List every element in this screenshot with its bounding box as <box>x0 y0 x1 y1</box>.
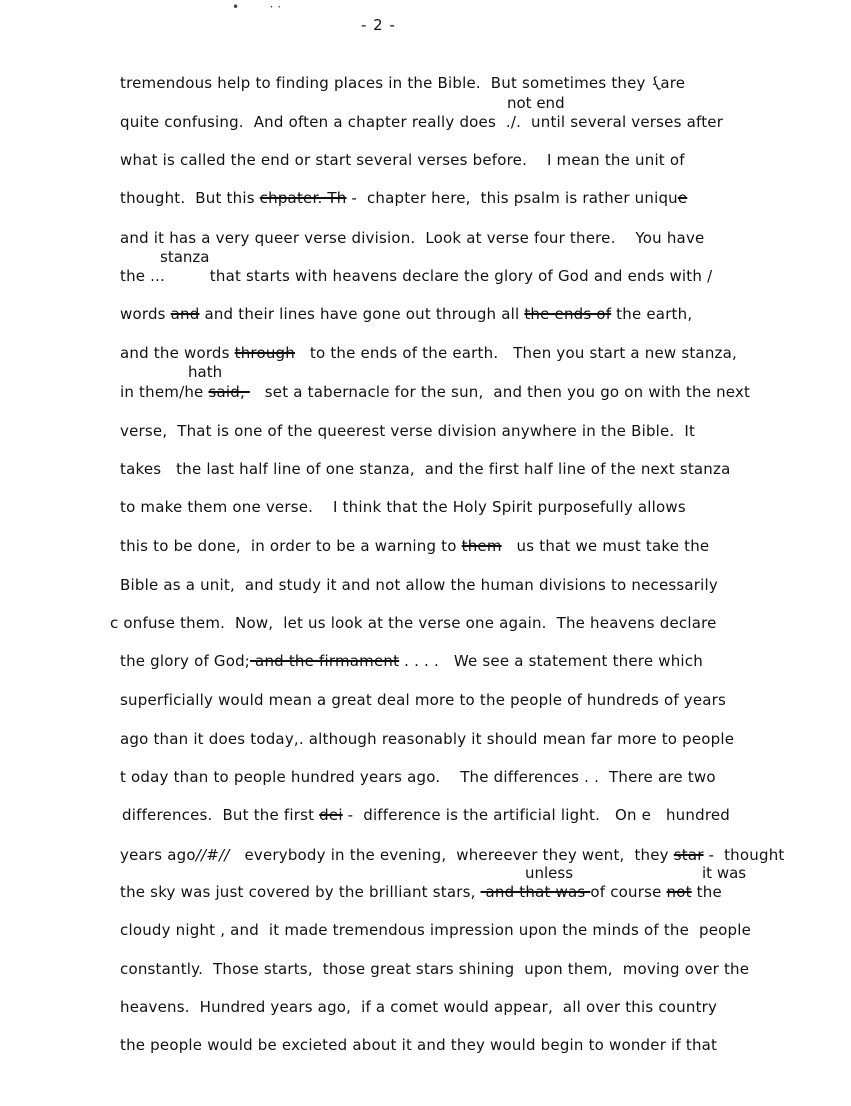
text-segment: are <box>660 74 686 92</box>
text-segment: the <box>691 883 722 901</box>
struck-out-text: and <box>170 305 200 323</box>
text-segment: - difference is the artificial light. On e hundred <box>342 806 731 824</box>
text-line-21 <box>120 846 784 864</box>
text-line-8 <box>120 344 737 362</box>
text-segment: and the words <box>120 344 235 362</box>
text-line-9 <box>120 383 750 401</box>
text-segment: of course <box>590 883 667 901</box>
text-segment: us that we must take the <box>501 537 710 555</box>
text-segment: what is called the end or start several verses before. I mean the unit of <box>120 151 685 169</box>
struck-out-text: through <box>234 344 295 362</box>
text-segment: in them <box>120 383 180 401</box>
text-segment: takes the last half line of one stanza, and the first half line of the next stanza <box>120 460 731 478</box>
text-line-25 <box>120 998 717 1016</box>
interlinear-insertion: stanza <box>160 248 210 266</box>
struck-out-text: star <box>673 846 704 864</box>
text-line-17 <box>120 691 726 709</box>
text-line-18 <box>120 730 734 748</box>
text-line-2 <box>120 113 723 131</box>
text-segment: and their lines have gone out through all <box>199 305 525 323</box>
text-line-12 <box>120 498 686 516</box>
text-segment: constantly. Those starts, those great stars shining upon them, moving over the <box>120 960 750 978</box>
text-segment: the sky was just covered by the brilliant stars, <box>120 883 481 901</box>
text-segment: . . . . We see a statement there which <box>399 652 703 670</box>
interlinear-insertion: hath <box>188 363 223 381</box>
text-line-19 <box>120 768 716 786</box>
scan-specks: • · · <box>232 0 282 14</box>
struck-out-text: the ends of <box>524 305 612 323</box>
text-segment: and it has a very queer verse division. Look at verse four there. You have <box>120 229 705 247</box>
text-segment: the glory of God; <box>120 652 251 670</box>
text-segment: tremendous help to finding places in the Bible. But sometimes they <box>120 74 651 92</box>
struck-out-text: not <box>666 883 692 901</box>
text-segment: he <box>184 383 209 401</box>
text-segment: to make them one verse. I think that the Holy Spirit purposefully allows <box>120 498 686 516</box>
text-segment: years ago <box>120 846 196 864</box>
text-line-5 <box>120 229 704 247</box>
text-segment: the people would be excieted about it and they would begin to wonder if that <box>120 1036 718 1054</box>
text-segment: the ... that starts with heavens declare the glory of God and ends with <box>120 267 708 285</box>
text-segment: c onfuse them. Now, let us look at the verse one again. The heavens declare <box>110 614 717 632</box>
struck-out-text: and that was <box>480 883 591 901</box>
text-line-20 <box>122 806 730 824</box>
handwritten-correction-mark: //#// <box>195 846 230 864</box>
struck-out-text: and the firmament <box>250 652 400 670</box>
text-segment: set a tabernacle for the sun, and then you go on with the next <box>249 383 751 401</box>
struck-out-text: e <box>677 189 688 207</box>
text-segment: verse, That is one of the queerest verse division anywhere in the Bible. It <box>120 422 696 440</box>
text-line-3 <box>120 151 685 169</box>
text-segment: superficially would mean a great deal more to the people of hundreds of years <box>120 691 727 709</box>
struck-out-text: them <box>461 537 502 555</box>
text-segment: to the ends of the earth. Then you start a new stanza, <box>294 344 737 362</box>
struck-out-text: dei <box>319 806 343 824</box>
text-segment: this to be done, in order to be a warning to <box>120 537 462 555</box>
text-segment: words <box>120 305 171 323</box>
handwritten-correction-mark: / <box>707 267 713 285</box>
text-line-1 <box>120 74 685 92</box>
text-segment: ago than it does today,. although reasonably it should mean far more to people <box>120 730 735 748</box>
text-line-10 <box>120 422 695 440</box>
text-segment: cloudy night , and it made tremendous impression upon the minds of the people <box>120 921 752 939</box>
text-line-6 <box>120 267 712 285</box>
text-line-23 <box>120 921 751 939</box>
interlinear-insertion: not end <box>507 94 565 112</box>
text-line-13 <box>120 537 709 555</box>
struck-out-text: said, <box>208 383 250 401</box>
text-line-7 <box>120 305 692 323</box>
text-segment: t oday than to people hundred years ago. The differences . . There are two <box>120 768 716 786</box>
page-number: - 2 - <box>361 16 396 34</box>
text-segment: everybody in the evening, whereever they went, they <box>229 846 674 864</box>
text-line-11 <box>120 460 730 478</box>
text-line-15 <box>110 614 717 632</box>
text-segment: - thought <box>703 846 785 864</box>
text-segment: heavens. Hundred years ago, if a comet would appear, all over this country <box>120 998 718 1016</box>
text-line-14 <box>120 576 718 594</box>
interlinear-insertion: it was <box>702 864 747 882</box>
text-segment: the earth, <box>611 305 693 323</box>
text-line-24 <box>120 960 749 978</box>
struck-out-text: chpater. Th <box>259 189 347 207</box>
text-segment: - chapter here, this psalm is rather uniqu <box>346 189 678 207</box>
handwritten-correction-mark: / <box>179 383 185 401</box>
text-segment: quite confusing. And often a chapter really does ./. until several verses after <box>120 113 724 131</box>
handwritten-correction-mark: { <box>647 72 664 94</box>
text-line-22 <box>120 883 722 901</box>
text-line-16 <box>120 652 703 670</box>
text-segment: differences. But the first <box>122 806 320 824</box>
text-line-4 <box>120 189 687 207</box>
text-segment: Bible as a unit, and study it and not allow the human divisions to necessarily <box>120 576 718 594</box>
interlinear-insertion: unless <box>525 864 574 882</box>
text-line-26 <box>120 1036 717 1054</box>
text-segment: thought. But this <box>120 189 260 207</box>
